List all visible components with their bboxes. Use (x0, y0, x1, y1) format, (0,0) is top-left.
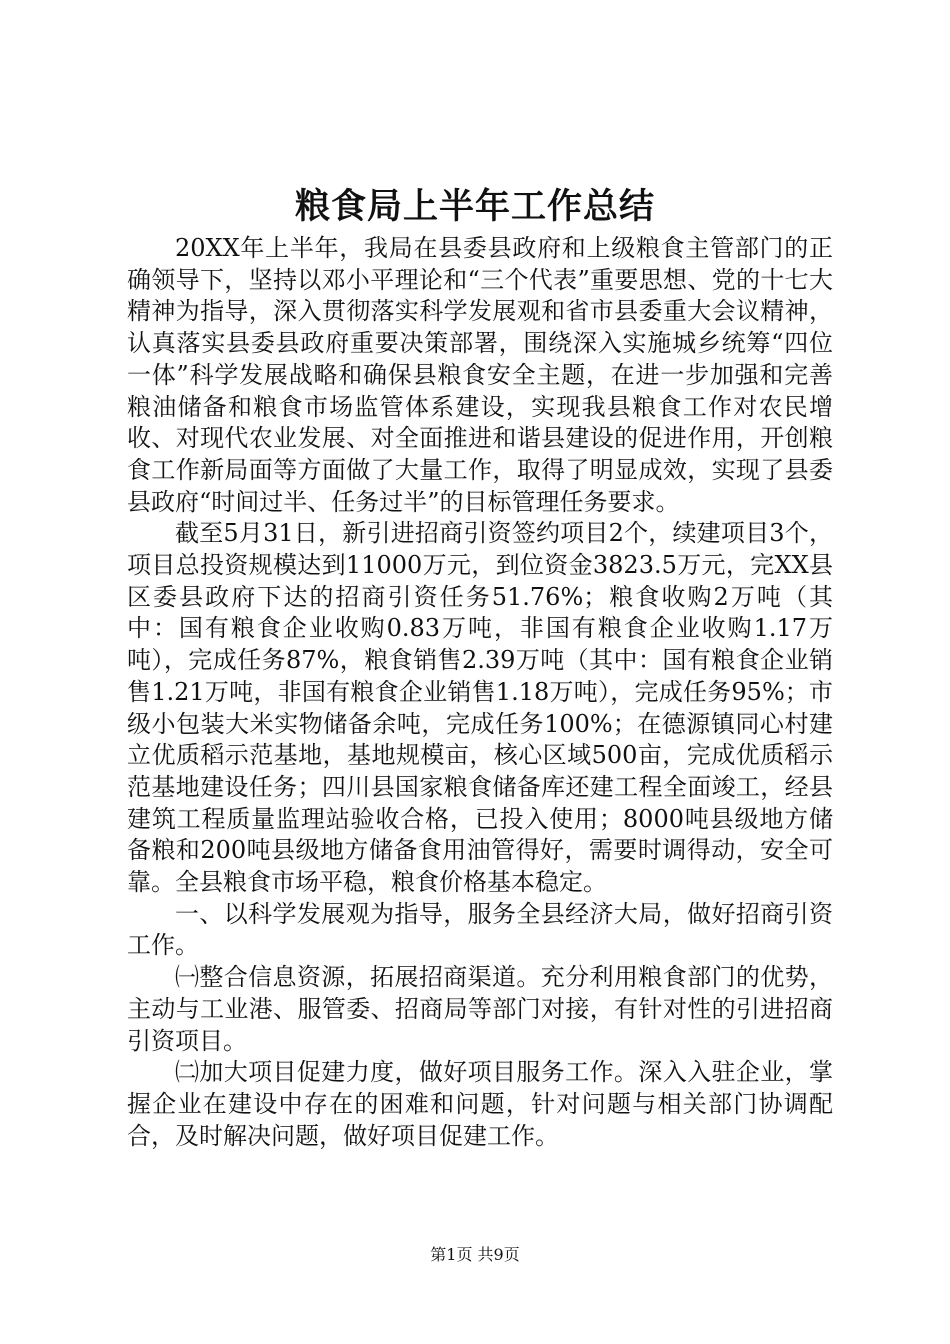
paragraph-intro: 20XX年上半年，我局在县委县政府和上级粮食主管部门的正确领导下，坚持以邓小平理论和“三个代表”重要思想、党的十七大精神为指导，深入贯彻落实科学发展观和省市县委重大会议精神，认真落实县委县政府重要决策部署，围绕深入实施城乡统筹“四位一体”科学发展战略和确保县粮食安全主题，在进一步加强和完善粮油储备和粮食市场监管体系建设，实现我县粮食工作对农民增收、对现代农业发展、对全面推进和谐县建设的促进作用，开创粮食工作新局面等方面做了大量工作，取得了明显成效，实现了县委县政府“时间过半、任务过半”的目标管理任务要求。 (127, 234, 833, 516)
document-body (127, 233, 833, 1152)
paragraph-progress: 截至5月31日，新引进招商引资签约项目2个，续建项目3个，项目总投资规模达到11000万元，到位资金3823.5万元，完XX县区委县政府下达的招商引资任务51.76%；粮食收购2万吨（其中：国有粮食企业收购0.83万吨，非国有粮食企业收购1.17万吨），完成任务87%，粮食销售2.39万吨（其中：国有粮食企业销售1.21万吨，非国有粮食企业销售1.18万吨），完成任务95%；市级小包装大米实物储备余吨，完成任务100%；在德源镇同心村建立优质稻示范基地，基地规模亩，核心区域500亩，完成优质稻示范基地建设任务；四川县国家粮食储备库还建工程全面竣工，经县建筑工程质量监理站验收合格，已投入使用；8000吨县级地方储备粮和200吨县级地方储备食用油管得好，需要时调得动，安全可靠。全县粮食市场平稳，粮食价格基本稳定。 (127, 519, 833, 897)
paragraph-item-2: ㈡加大项目促建力度，做好项目服务工作。深入入驻企业，掌握企业在建设中存在的困难和问题，针对问题与相关部门协调配合，及时解决问题，做好项目促建工作。 (127, 1058, 833, 1150)
page-number-footer: 第1页 共9页 (430, 1245, 520, 1264)
paragraph-section-1-heading: 一、以科学发展观为指导，服务全县经济大局，做好招商引资工作。 (127, 899, 833, 960)
document-title: 粮食局上半年工作总结 (294, 186, 655, 227)
paragraph-item-1: ㈠整合信息资源，拓展招商渠道。充分利用粮食部门的优势，主动与工业港、服管委、招商局等部门对接，有针对性的引进招商引资项目。 (127, 963, 833, 1055)
